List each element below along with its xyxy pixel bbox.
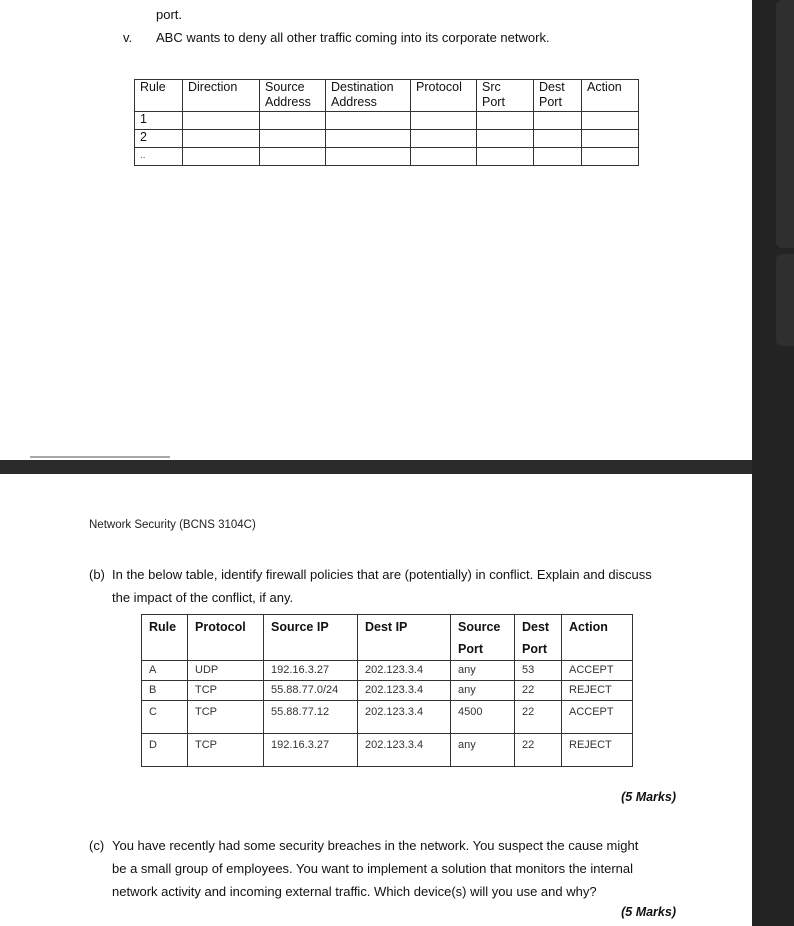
question-b-label: (b) <box>89 567 105 582</box>
cell-source-port: any <box>451 681 515 701</box>
cell-rule: B <box>142 681 188 701</box>
table-header-row <box>142 615 633 661</box>
question-c-line3: network activity and incoming external traffic. Which device(s) will you use and why? <box>112 884 597 899</box>
course-header: Network Security (BCNS 3104C) <box>89 519 256 531</box>
cell-source-port: 4500 <box>451 701 515 734</box>
header-action: Action <box>582 80 639 112</box>
header-protocol: Protocol <box>411 80 477 112</box>
marks-b: (5 Marks) <box>621 790 676 804</box>
cell-source-ip: 192.16.3.27 <box>264 661 358 681</box>
table-row <box>142 734 633 767</box>
header-direction: Direction <box>183 80 260 112</box>
header-rule: Rule <box>135 80 183 112</box>
question-c-line2: be a small group of employees. You want to implement a solution that monitors the internal <box>112 861 634 876</box>
rule-cell: 1 <box>135 112 183 130</box>
question-b <box>89 563 679 609</box>
header-source-ip: Source IP <box>264 615 358 661</box>
cell-action: ACCEPT <box>562 701 633 734</box>
table-header-row <box>135 80 639 112</box>
header-source-port: Source Port <box>451 615 515 661</box>
header-action: Action <box>562 615 633 661</box>
cell-action: ACCEPT <box>562 661 633 681</box>
cell-dest-ip: 202.123.3.4 <box>358 734 451 767</box>
cell-source-ip: 55.88.77.12 <box>264 701 358 734</box>
page-gap <box>0 460 752 474</box>
cell-dest-port: 22 <box>515 701 562 734</box>
firewall-rules-blank-table <box>134 79 639 166</box>
cell-protocol: UDP <box>188 661 264 681</box>
question-c-line1: You have recently had some security breaches in the network. You suspect the cause might <box>112 838 639 853</box>
item-v-label: v. <box>123 30 133 45</box>
cell-dest-ip: 202.123.3.4 <box>358 701 451 734</box>
cell-rule: A <box>142 661 188 681</box>
cell-dest-port: 53 <box>515 661 562 681</box>
cell-dest-ip: 202.123.3.4 <box>358 681 451 701</box>
cell-action: REJECT <box>562 681 633 701</box>
rule-cell: .. <box>135 148 183 166</box>
cell-protocol: TCP <box>188 701 264 734</box>
header-dest-port: Dest Port <box>515 615 562 661</box>
cell-dest-port: 22 <box>515 734 562 767</box>
cell-protocol: TCP <box>188 734 264 767</box>
rail-tab[interactable] <box>776 254 794 346</box>
cell-protocol: TCP <box>188 681 264 701</box>
cell-rule: D <box>142 734 188 767</box>
cell-source-ip: 55.88.77.0/24 <box>264 681 358 701</box>
table-row <box>142 681 633 701</box>
table-row <box>142 661 633 681</box>
marks-c: (5 Marks) <box>621 905 676 919</box>
table-row <box>135 130 639 148</box>
header-destination-address: Destination Address <box>326 80 411 112</box>
hidden-toolbar-remnant <box>30 456 170 466</box>
cell-dest-port: 22 <box>515 681 562 701</box>
question-c <box>89 834 689 903</box>
header-rule: Rule <box>142 615 188 661</box>
question-c-label: (c) <box>89 838 105 853</box>
header-dest-ip: Dest IP <box>358 615 451 661</box>
cell-rule: C <box>142 701 188 734</box>
cell-source-port: any <box>451 734 515 767</box>
cell-action: REJECT <box>562 734 633 767</box>
table-row <box>135 112 639 130</box>
cell-source-ip: 192.16.3.27 <box>264 734 358 767</box>
continuation-text: port. <box>156 7 183 22</box>
item-v-text: ABC wants to deny all other traffic coming into its corporate network. <box>156 30 550 45</box>
header-src-port: Src Port <box>477 80 534 112</box>
cell-dest-ip: 202.123.3.4 <box>358 661 451 681</box>
header-protocol: Protocol <box>188 615 264 661</box>
document-page-1 <box>0 0 752 460</box>
header-source-address: Source Address <box>260 80 326 112</box>
table-row <box>142 701 633 734</box>
question-b-line2: the impact of the conflict, if any. <box>112 590 294 605</box>
firewall-policy-table <box>141 614 633 767</box>
table-row <box>135 148 639 166</box>
question-b-line1: In the below table, identify firewall policies that are (potentially) in conflict. Explain and discuss <box>112 567 652 582</box>
cell-source-port: any <box>451 661 515 681</box>
rule-cell: 2 <box>135 130 183 148</box>
rail-tab[interactable] <box>776 0 794 248</box>
header-dest-port: Dest Port <box>534 80 582 112</box>
viewer-right-rail <box>752 0 794 926</box>
